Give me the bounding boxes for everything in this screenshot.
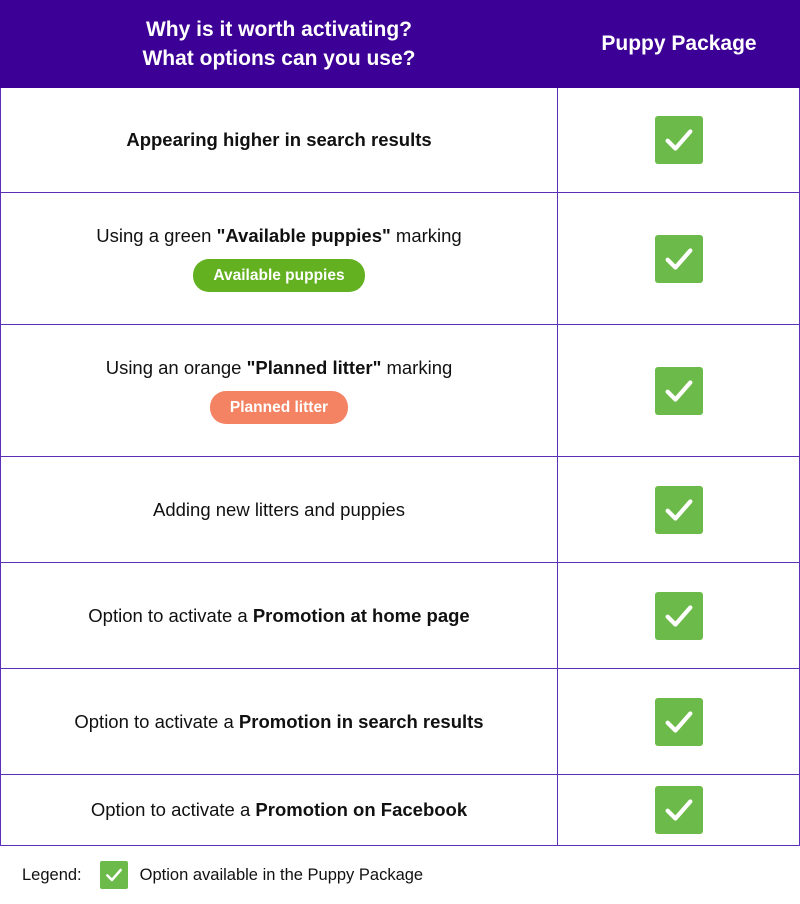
feature-availability <box>558 457 799 562</box>
feature-prefix: Using a green <box>96 225 217 246</box>
header-question-line2: What options can you use? <box>142 47 416 70</box>
feature-availability <box>558 563 799 668</box>
feature-row <box>0 457 800 563</box>
feature-prefix: Adding new litters and puppies <box>153 498 405 520</box>
feature-text <box>1 457 558 562</box>
feature-bold: Promotion in search results <box>238 710 484 732</box>
header-question <box>0 0 558 88</box>
feature-bold: "Available puppies" <box>216 225 391 246</box>
feature-prefix: Option to activate a <box>90 799 256 820</box>
checkmark-icon <box>655 698 703 746</box>
feature-bold: Appearing higher in search results <box>126 129 432 150</box>
checkmark-icon <box>655 486 703 534</box>
feature-suffix: marking <box>390 225 462 246</box>
header-package-title: Puppy Package <box>601 32 757 55</box>
feature-availability <box>558 325 799 456</box>
feature-availability <box>558 775 799 845</box>
checkmark-icon <box>100 861 128 889</box>
legend-description: Option available in the Puppy Package <box>139 865 424 884</box>
header-question-line1: Why is it worth activating? <box>145 18 413 41</box>
feature-text <box>1 325 558 456</box>
feature-row <box>0 775 800 846</box>
feature-row <box>0 325 800 457</box>
checkmark-icon <box>655 367 703 415</box>
feature-row <box>0 193 800 325</box>
feature-text <box>1 193 558 324</box>
legend-label: Legend: <box>22 865 82 884</box>
legend <box>0 846 800 904</box>
feature-text <box>1 775 558 845</box>
feature-bold: Promotion at home page <box>252 604 470 626</box>
feature-availability <box>558 193 799 324</box>
feature-prefix: Using an orange <box>105 357 247 378</box>
feature-suffix: marking <box>381 357 453 378</box>
table-header <box>0 0 800 88</box>
checkmark-icon <box>655 116 703 164</box>
feature-bold: Promotion on Facebook <box>255 799 468 820</box>
checkmark-icon <box>655 592 703 640</box>
feature-row <box>0 563 800 669</box>
checkmark-icon <box>655 235 703 283</box>
feature-bold: "Planned litter" <box>246 357 382 378</box>
feature-row <box>0 669 800 775</box>
feature-availability <box>558 88 799 192</box>
planned-litter-badge: Planned litter <box>210 391 348 424</box>
feature-text <box>1 669 558 774</box>
feature-availability <box>558 669 799 774</box>
checkmark-icon <box>655 786 703 834</box>
feature-prefix: Option to activate a <box>74 710 239 732</box>
feature-prefix: Option to activate a <box>88 604 253 626</box>
available-puppies-badge: Available puppies <box>193 259 364 292</box>
feature-row <box>0 88 800 193</box>
feature-text <box>1 88 558 192</box>
feature-text <box>1 563 558 668</box>
